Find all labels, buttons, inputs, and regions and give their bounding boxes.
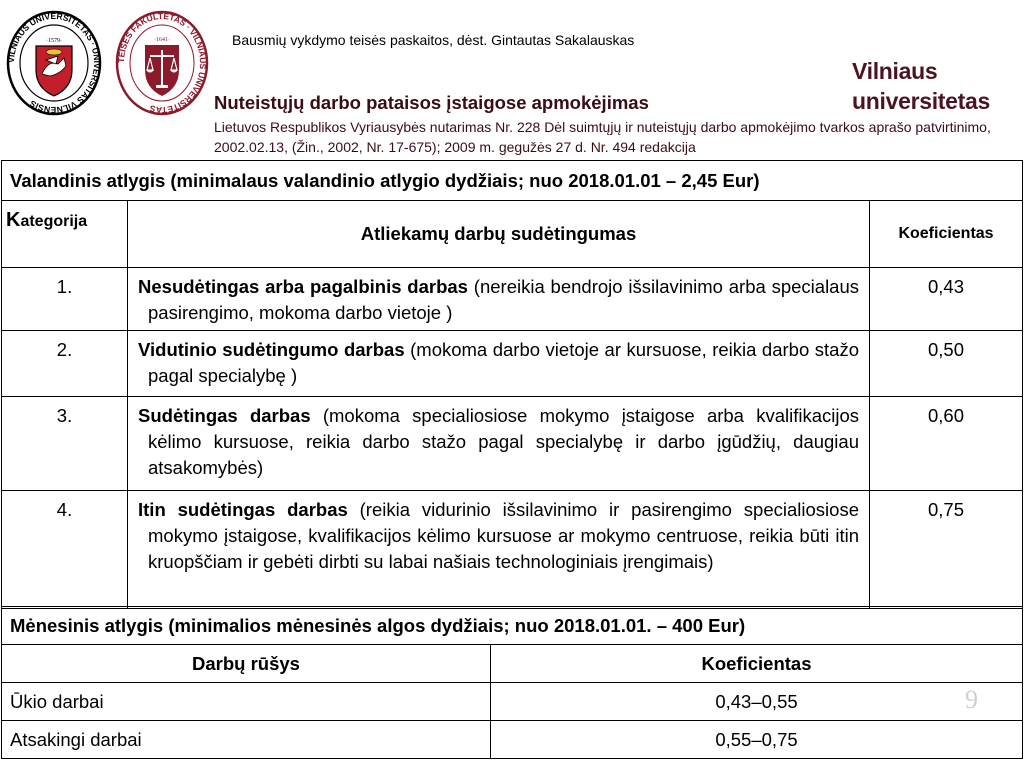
work-description	[128, 331, 870, 397]
coefficient-value: 0,60	[870, 397, 1023, 491]
table-row	[2, 491, 1023, 609]
wordmark-line-2: universitetas	[852, 88, 990, 114]
column-header-coefficient: Koeficientas	[870, 201, 1023, 268]
work-type-name: Itin sudėtingas darbas	[138, 499, 348, 520]
svg-text:VILNIAUS UNIVERSITETAS · UNIVE: VILNIAUS UNIVERSITETAS · UNIVERSITAS VILNENSIS	[6, 10, 102, 116]
slide-page-number: 9	[965, 685, 978, 714]
category-number: 1.	[2, 268, 128, 331]
coefficient-value: 0,50	[870, 331, 1023, 397]
category-number: 4.	[2, 491, 128, 609]
monthly-pay-table	[1, 606, 1023, 759]
hourly-section-row	[2, 161, 1023, 201]
category-header-rest: ategorija	[20, 213, 88, 230]
table-row	[2, 331, 1023, 397]
work-description	[128, 268, 870, 331]
wordmark-line-1: Vilniaus	[852, 58, 938, 84]
coefficient-value: 0,43	[870, 268, 1023, 331]
column-header-coefficient: Koeficientas	[491, 645, 1023, 683]
work-description	[128, 491, 870, 609]
monthly-header-row	[2, 645, 1023, 683]
monthly-section-row	[2, 607, 1023, 645]
category-number: 3.	[2, 397, 128, 491]
law-faculty-emblem-logo	[114, 8, 210, 118]
work-type-details: (reikia vidurinio išsilavinimo ir pasirengimo specialiosiose mokymo įstaigose, kvalifikacijos kėlimo kursuose ar mokymo centruose, reikia būti itin kruopščiam ir gebėti dirbti su labai našiais technologiniais įrengimais)	[148, 499, 859, 572]
work-type-name: Nesudėtingas arba pagalbinis darbas	[138, 276, 468, 297]
hourly-section-title: Valandinis atlygis (minimalaus valandinio atlygio dydžiais; nuo 2018.01.01 – 2,45 Eur)	[2, 161, 1023, 201]
coefficient-range: 0,43–0,55	[491, 683, 1023, 721]
monthly-section-title: Mėnesinis atlygis (minimalios mėnesinės algos dydžiais; nuo 2018.01.01. – 400 Eur)	[2, 607, 1023, 645]
column-header-work-type: Darbų rūšys	[2, 645, 491, 683]
work-type: Ūkio darbai	[2, 683, 491, 721]
table-row	[2, 268, 1023, 331]
work-type-name: Vidutinio sudėtingumo darbas	[138, 339, 405, 360]
work-type-details: (nereikia bendrojo išsilavinimo arba specialaus pasirengimo, mokoma darbo vietoje )	[148, 276, 860, 323]
page-title: Nuteistųjų darbo pataisos įstaigose apmokėjimas	[214, 92, 649, 113]
work-type: Atsakingi darbai	[2, 721, 491, 759]
svg-text:·1641·: ·1641·	[154, 37, 170, 43]
vilnius-university-seal-logo	[6, 8, 102, 118]
hourly-header-row	[2, 201, 1023, 268]
course-subtitle: Bausmių vykdymo teisės paskaitos, dėst. Gintautas Sakalauskas	[232, 32, 635, 48]
coefficient-range: 0,55–0,75	[491, 721, 1023, 759]
svg-text:TEISĖS FAKULTETAS · VILNIAUS U: TEISĖS FAKULTETAS · VILNIAUS UNIVERSITETAS	[115, 10, 209, 116]
table-row	[2, 721, 1023, 759]
work-type-details: (mokoma specialiosiose mokymo įstaigose arba kvalifikacijos kėlimo kursuose, reikia darbo stažo pagal specialybę ir darbo įgūdžių, daugiau atsakomybės)	[148, 405, 860, 478]
work-type-name: Sudėtingas darbas	[138, 405, 311, 426]
coefficient-value: 0,75	[870, 491, 1023, 609]
table-row	[2, 683, 1023, 721]
vilnius-university-wordmark	[852, 56, 990, 116]
svg-text:·1579·: ·1579·	[46, 38, 62, 44]
category-header-cap: K	[6, 209, 21, 231]
category-number: 2.	[2, 331, 128, 397]
legal-source-reference: Lietuvos Respublikos Vyriausybės nutarimas Nr. 228 Dėl suimtųjų ir nuteistųjų darbo apmokėjimo tvarkos aprašo patvirtinimo, 2002.02.13, (Žin., 2002, Nr. 17-675); 2009 m. gegužės 27 d. Nr. 494 redakcija	[214, 119, 991, 155]
column-header-complexity: Atliekamų darbų sudėtingumas	[128, 201, 870, 268]
work-description	[128, 397, 870, 491]
work-type-details: (mokoma darbo vietoje ar kursuose, reikia darbo stažo pagal specialybę )	[148, 339, 859, 386]
column-header-category	[2, 201, 128, 268]
table-row	[2, 397, 1023, 491]
hourly-pay-table	[1, 160, 1023, 609]
